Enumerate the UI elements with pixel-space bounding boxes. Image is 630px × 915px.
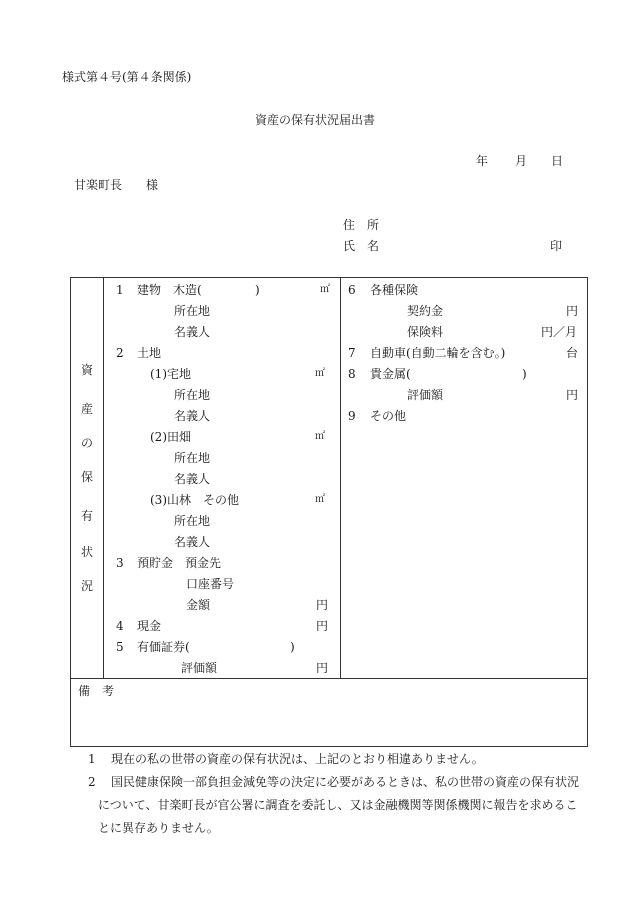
addressee: 甘楽町長 様 — [74, 178, 159, 192]
item-number: 3 — [116, 556, 124, 570]
remarks-label: 備 考 — [78, 684, 115, 698]
item-number: 5 — [116, 640, 124, 654]
paren-close: ) — [522, 367, 527, 381]
date-month: 月 — [515, 154, 528, 168]
item-number: 7 — [348, 346, 356, 360]
vertical-label-char: 産 — [80, 402, 93, 416]
vertical-label-char: 状 — [80, 545, 93, 559]
unit-sqm: ㎡ — [315, 431, 325, 442]
date-year: 年 — [476, 154, 489, 168]
item-number: 1 — [116, 283, 124, 297]
paren-close: ) — [255, 283, 260, 297]
note-text: とに異存ありません。 — [98, 821, 219, 835]
premium-label: 保険料 — [407, 325, 444, 339]
vertical-label-char: の — [80, 436, 93, 450]
holder-label: 名義人 — [174, 325, 211, 339]
building-label: 建物 木造( — [137, 283, 202, 297]
name-label: 氏 名 — [343, 239, 380, 253]
unit-yen: 円 — [566, 388, 579, 402]
savings-label: 預貯金 預金先 — [137, 556, 222, 570]
land-label: 土地 — [137, 346, 162, 360]
cash-label: 現金 — [137, 619, 162, 633]
holder-label: 名義人 — [174, 472, 211, 486]
location-label: 所在地 — [174, 388, 211, 402]
vertical-label-char: 保 — [80, 470, 93, 484]
item-number: 6 — [348, 283, 356, 297]
location-label: 所在地 — [174, 451, 211, 465]
page-title: 資産の保有状況届出書 — [254, 113, 375, 127]
paren-close: ) — [290, 640, 295, 654]
address-label: 住 所 — [343, 218, 380, 232]
location-label: 所在地 — [174, 304, 211, 318]
unit-sqm: ㎡ — [320, 284, 330, 295]
item-number: 8 — [348, 367, 356, 381]
item-number: 9 — [348, 409, 356, 423]
vertical-label-char: 況 — [80, 579, 93, 593]
location-label: 所在地 — [174, 514, 211, 528]
note-text: について、甘楽町長が官公署に調査を委託し、又は金融機関等関係機関に報告を求めるこ — [98, 798, 578, 812]
seal-mark: 印 — [550, 239, 563, 253]
forest-label: (3)山林 その他 — [150, 493, 239, 507]
securities-label: 有価証券( — [137, 640, 190, 654]
vehicle-label: 自動車(自動二輪を含む。) — [370, 346, 506, 360]
other-label: その他 — [370, 409, 407, 423]
unit-sqm: ㎡ — [315, 368, 325, 379]
item-number: 4 — [116, 619, 124, 633]
unit-yen: 円 — [316, 598, 329, 612]
unit-sqm: ㎡ — [315, 494, 325, 505]
vertical-label-char: 有 — [80, 509, 93, 523]
precious-metals-label: 貴金属( — [370, 367, 411, 381]
valuation-label: 評価額 — [181, 661, 218, 675]
unit-yen-per-month: 円／月 — [541, 325, 578, 339]
item-number: 2 — [116, 346, 124, 360]
note-number: 2 — [88, 775, 96, 789]
form-number: 様式第４号(第４条関係) — [62, 70, 192, 84]
date-day: 日 — [551, 154, 564, 168]
insurance-label: 各種保険 — [370, 283, 419, 297]
unit-yen: 円 — [316, 619, 329, 633]
note-text: 現在の私の世帯の資産の保有状況は、上記のとおり相違ありません。 — [111, 752, 484, 766]
unit-vehicles: 台 — [566, 346, 579, 360]
note-number: 1 — [88, 752, 96, 766]
contract-amount-label: 契約金 — [407, 304, 444, 318]
farmland-label: (2)田畑 — [150, 430, 191, 444]
vertical-label-char: 資 — [80, 363, 93, 377]
account-number-label: 口座番号 — [186, 577, 235, 591]
amount-label: 金額 — [186, 598, 211, 612]
holder-label: 名義人 — [174, 409, 211, 423]
holder-label: 名義人 — [174, 535, 211, 549]
note-text: 国民健康保険一部負担金減免等の決定に必要があるときは、私の世帯の資産の保有状況 — [111, 775, 580, 789]
residential-land-label: (1)宅地 — [150, 367, 191, 381]
unit-yen: 円 — [566, 304, 579, 318]
valuation-label: 評価額 — [407, 388, 444, 402]
unit-yen: 円 — [316, 661, 329, 675]
